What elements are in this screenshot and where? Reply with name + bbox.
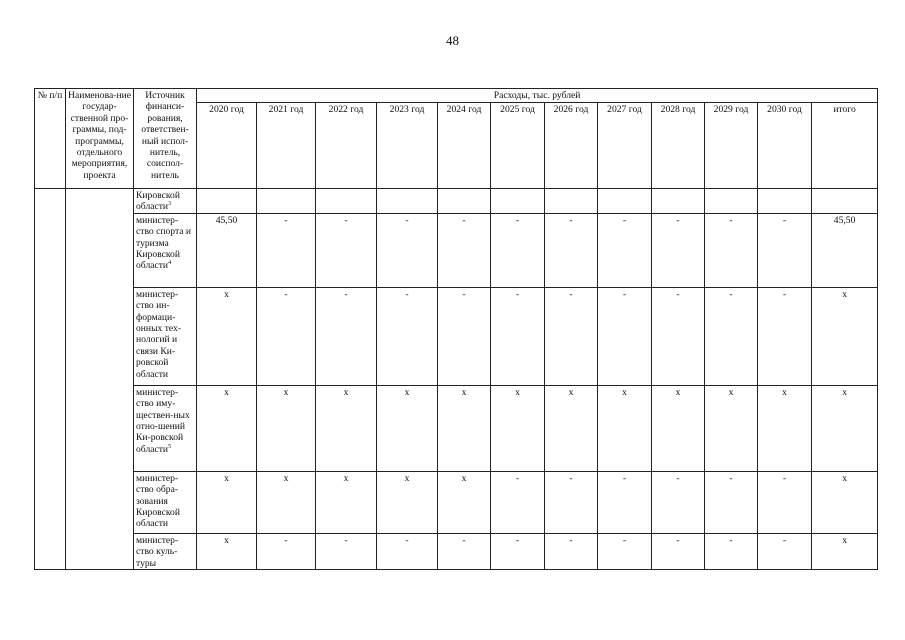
value-cell: - xyxy=(705,287,758,385)
header-year: 2024 год xyxy=(438,103,491,189)
source-cell xyxy=(134,287,197,385)
value-cell: - xyxy=(491,471,545,533)
header-year: 2026 год xyxy=(545,103,598,189)
value-cell: - xyxy=(377,287,438,385)
value-cell: х xyxy=(491,385,545,471)
header-year: 2030 год xyxy=(758,103,812,189)
value-cell: - xyxy=(545,471,598,533)
value-cell: х xyxy=(197,533,257,569)
source-text: Кировской области xyxy=(136,190,180,213)
header-expenses: Расходы, тыс. рублей xyxy=(197,89,878,103)
value-cell: - xyxy=(545,533,598,569)
value-cell: - xyxy=(758,471,812,533)
value-cell: х xyxy=(812,385,878,471)
value-cell xyxy=(598,189,652,214)
value-cell: - xyxy=(257,533,316,569)
table-row xyxy=(35,471,878,533)
table-row xyxy=(35,385,878,471)
value-cell: - xyxy=(316,213,377,287)
header-year: 2027 год xyxy=(598,103,652,189)
source-text: министер-ство спорта и туризма Кировской области xyxy=(136,214,192,272)
value-cell xyxy=(438,189,491,214)
value-cell: х xyxy=(197,287,257,385)
source-text: министер-ство обра-зования Кировской области xyxy=(136,472,180,530)
table-row xyxy=(35,213,878,287)
value-cell: х xyxy=(598,385,652,471)
value-cell: - xyxy=(652,213,705,287)
header-year: 2023 год xyxy=(377,103,438,189)
value-cell: - xyxy=(705,213,758,287)
value-cell: х xyxy=(438,471,491,533)
value-cell: - xyxy=(705,471,758,533)
value-cell: х xyxy=(316,385,377,471)
source-cell xyxy=(134,471,197,533)
value-cell: - xyxy=(377,213,438,287)
header-name: Наименова-ние государ-ственной про-граммы, под-программы, отдельного мероприятия, проекта xyxy=(66,89,134,189)
value-cell: х xyxy=(377,385,438,471)
value-cell: - xyxy=(758,533,812,569)
value-cell: х xyxy=(812,287,878,385)
value-cell: - xyxy=(257,287,316,385)
header-year: 2022 год xyxy=(316,103,377,189)
header-year: 2029 год xyxy=(705,103,758,189)
footnote-mark: 5 xyxy=(168,443,172,450)
footnote-mark: 4 xyxy=(168,260,172,267)
value-cell: х xyxy=(377,471,438,533)
page-number: 48 xyxy=(446,33,459,48)
value-cell: - xyxy=(257,213,316,287)
value-cell: - xyxy=(545,213,598,287)
table-row xyxy=(35,189,878,214)
source-cell xyxy=(134,213,197,287)
value-cell: х xyxy=(197,471,257,533)
value-cell xyxy=(257,189,316,214)
value-cell: х xyxy=(316,471,377,533)
value-cell: - xyxy=(316,287,377,385)
header-year: итого xyxy=(812,103,878,189)
num-cell xyxy=(35,189,66,570)
value-cell: 45,50 xyxy=(812,213,878,287)
value-cell: - xyxy=(652,533,705,569)
value-cell: - xyxy=(316,533,377,569)
source-cell xyxy=(134,189,197,214)
value-cell: - xyxy=(598,471,652,533)
value-cell xyxy=(705,189,758,214)
value-cell: - xyxy=(438,213,491,287)
value-cell xyxy=(758,189,812,214)
value-cell: - xyxy=(438,287,491,385)
header-year: 2028 год xyxy=(652,103,705,189)
header-num: № п/п xyxy=(35,89,66,189)
value-cell xyxy=(491,189,545,214)
value-cell: х xyxy=(652,385,705,471)
footnote-mark: 3 xyxy=(168,201,172,208)
value-cell: - xyxy=(652,471,705,533)
value-cell: х xyxy=(438,385,491,471)
value-cell: - xyxy=(598,287,652,385)
value-cell: - xyxy=(598,533,652,569)
expenses-table xyxy=(34,88,878,570)
value-cell xyxy=(652,189,705,214)
source-text: министер-ство ин-формаци-онных тех-нологий и связи Ки-ровской области xyxy=(136,288,182,380)
value-cell: - xyxy=(758,287,812,385)
value-cell: - xyxy=(491,213,545,287)
source-text: министер-ство куль-туры xyxy=(136,534,179,569)
value-cell xyxy=(545,189,598,214)
value-cell: х xyxy=(197,385,257,471)
value-cell: 45,50 xyxy=(197,213,257,287)
value-cell xyxy=(197,189,257,214)
header-year: 2021 год xyxy=(257,103,316,189)
value-cell: - xyxy=(438,533,491,569)
value-cell: х xyxy=(545,385,598,471)
value-cell: - xyxy=(491,287,545,385)
value-cell: х xyxy=(257,385,316,471)
value-cell xyxy=(377,189,438,214)
header-source: Источник финанси-рования, ответствен-ный испол-нитель, соиспол-нитель xyxy=(134,89,197,189)
header-year: 2020 год xyxy=(197,103,257,189)
table-row xyxy=(35,533,878,569)
value-cell: - xyxy=(652,287,705,385)
value-cell: - xyxy=(491,533,545,569)
value-cell: х xyxy=(812,533,878,569)
name-cell xyxy=(66,189,134,570)
source-cell xyxy=(134,385,197,471)
header-year: 2025 год xyxy=(491,103,545,189)
table-row xyxy=(35,287,878,385)
source-cell xyxy=(134,533,197,569)
value-cell: х xyxy=(812,471,878,533)
value-cell: х xyxy=(758,385,812,471)
value-cell: - xyxy=(705,533,758,569)
value-cell: - xyxy=(758,213,812,287)
value-cell: х xyxy=(257,471,316,533)
value-cell xyxy=(812,189,878,214)
value-cell: - xyxy=(377,533,438,569)
value-cell: - xyxy=(598,213,652,287)
value-cell: - xyxy=(545,287,598,385)
value-cell xyxy=(316,189,377,214)
source-text: министер-ство иму-ществен-ных отно-шений Ки-ровской области xyxy=(136,386,190,455)
value-cell: х xyxy=(705,385,758,471)
